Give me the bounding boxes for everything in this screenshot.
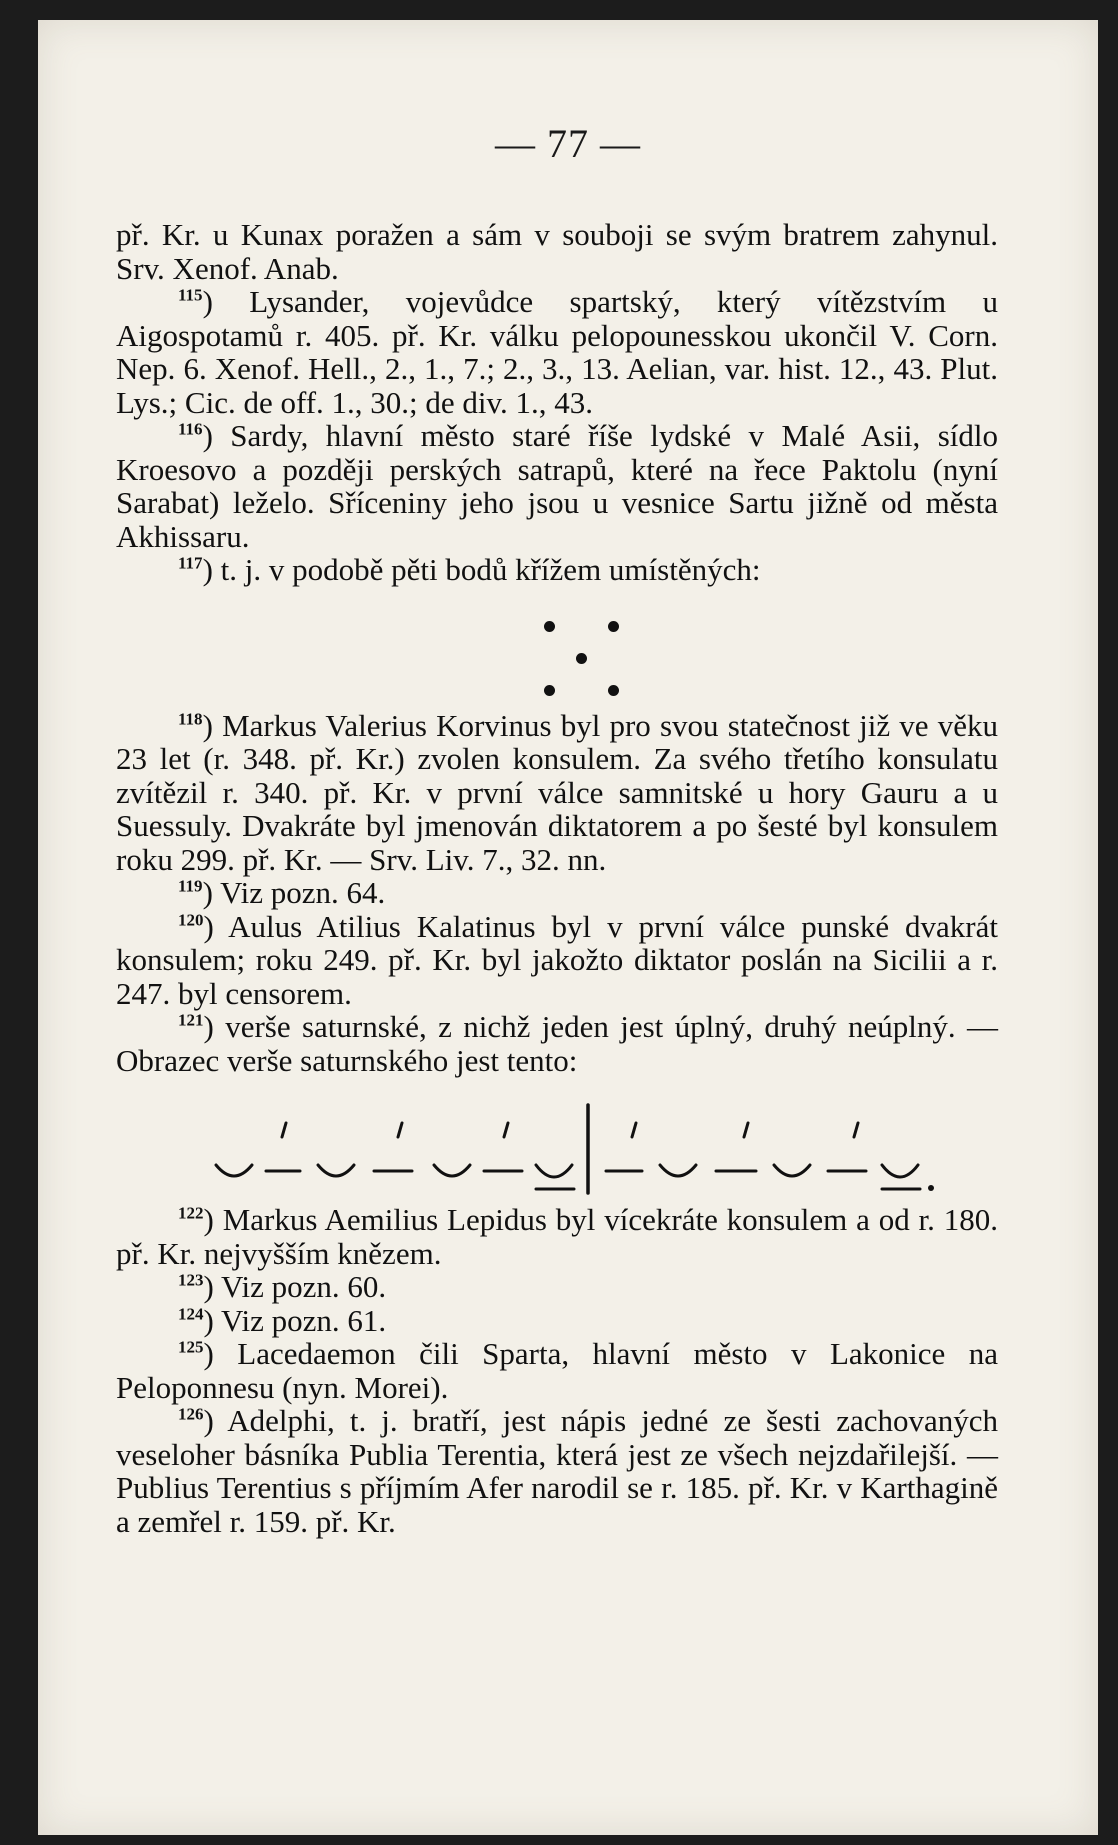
meter-scheme: [116, 1085, 998, 1203]
footnote-text: Markus Aemilius Lepidus byl vícekráte konsulem a od r. 180. př. Kr. nejvyšším knězem.: [116, 1202, 999, 1271]
footnote-marker: 124: [178, 1304, 204, 1324]
quincunx-dot: [608, 621, 619, 632]
footnote-text: Markus Valerius Korvinus byl pro svou statečnost již ve věku 23 let (r. 348. př. Kr.) zvolen konsulem. Za svého třetího konsulatu zvítězil r. 340. př. Kr. v první válce samnitské u hory Gauru a u Suessuly. Dvakráte byl jmenován diktatorem a po šesté byl konsulem roku 299. př. Kr. — Srv. Liv. 7., 32. nn.: [116, 707, 998, 877]
footnote-marker: 119: [178, 876, 203, 896]
footnote-text: Lacedaemon čili Sparta, hlavní město v Lakonice na Peloponnesu (nyn. Morei).: [116, 1336, 998, 1405]
quincunx-dot: [544, 621, 555, 632]
breve-mark: [434, 1165, 470, 1176]
page-number: — 77 —: [495, 121, 641, 166]
footnote-119: $^{119}$) Viz pozn. 64.: [178, 875, 386, 910]
saturnian-meter-figure: [116, 1085, 998, 1203]
footnote-121: $^{121}$) verše saturnské, z nichž jeden jest úplný, druhý neúplný. — Obrazec verše saturnského jest tento:: [116, 1009, 998, 1078]
footnote-text: Sardy, hlavní město staré říše lydské v Malé Asii, sídlo Kroesovo a později perských satrapů, které na řece Paktolu (nyní Sarabat) leželo. Sříceniny jeho jsou u vesnice Sartu jižně od města Akhissaru.: [116, 418, 998, 554]
footnote-text: t. j. v podobě pěti bodů křížem umístěných:: [220, 552, 761, 587]
footnote-122: $^{122}$) Markus Aemilius Lepidus byl vícekráte konsulem a od r. 180. př. Kr. nejvyšším knězem.: [116, 1202, 999, 1271]
footnote-125: $^{125}$) Lacedaemon čili Sparta, hlavní město v Lakonice na Peloponnesu (nyn. Morei).: [116, 1336, 998, 1405]
footnote-marker: 122: [178, 1203, 204, 1223]
breve-mark: [216, 1165, 252, 1176]
footnote-123: $^{123}$) Viz pozn. 60.: [178, 1269, 387, 1304]
footnote-text: Lysander, vojevůdce spartský, který vítězstvím u Aigospotamů r. 405. př. Kr. válku pelopounesskou ukončil V. Corn. Nep. 6. Xenof. Hell., 2., 1., 7.; 2., 3., 13. Aelian, var. hist. 12., 43. Plut. Lys.; Cic. de off. 1., 30.; de div. 1., 43.: [116, 284, 998, 420]
accent-mark: [504, 1123, 508, 1137]
footnote-text: Viz pozn. 64.: [220, 875, 386, 910]
footnote-marker: 120: [178, 910, 204, 930]
breve-mark: [318, 1165, 354, 1176]
footnote-marker: 115: [178, 285, 203, 305]
footnote-text: př. Kr. u Kunax poražen a sám v souboji se svým bratrem zahynul. Srv. Xenof. Anab.: [116, 217, 998, 286]
footnote-marker: 126: [178, 1404, 204, 1424]
footnote-116: $^{116}$) Sardy, hlavní město staré říše lydské v Malé Asii, sídlo Kroesovo a později perských satrapů, které na řece Paktolu (nyní Sarabat) leželo. Sříceniny jeho jsou u vesnice Sartu jižně od města Akhissaru.: [116, 418, 998, 554]
book-page: [38, 20, 1098, 1835]
footnote-text: Aulus Atilius Kalatinus byl v první válce punské dvakrát konsulem; roku 249. př. Kr. byl jakožto diktator poslán na Sicilii a r. 247. byl censorem.: [116, 908, 998, 1011]
footnote-marker: 121: [178, 1010, 204, 1030]
anceps-mark: [882, 1165, 918, 1177]
quincunx-figure: [116, 591, 998, 699]
footnotes-block: [116, 218, 998, 1538]
quincunx-dot: [544, 685, 555, 696]
footnote-117: $^{117}$) t. j. v podobě pěti bodů křížem umístěných:: [178, 552, 761, 587]
accent-mark: [854, 1123, 858, 1137]
accent-mark: [282, 1123, 286, 1137]
quincunx-dot: [608, 685, 619, 696]
footnote-marker: 117: [178, 553, 203, 573]
quincunx-dot: [576, 653, 587, 664]
footnote-continuation: [116, 218, 998, 285]
footnote-marker: 116: [178, 419, 203, 439]
accent-mark: [744, 1123, 748, 1137]
footnote-115: $^{115}$) Lysander, vojevůdce spartský, který vítězstvím u Aigospotamů r. 405. př. Kr. válku pelopounesskou ukončil V. Corn. Nep. 6. Xenof. Hell., 2., 1., 7.; 2., 3., 13. Aelian, var. hist. 12., 43. Plut. Lys.; Cic. de off. 1., 30.; de div. 1., 43.: [116, 284, 998, 420]
footnote-text: verše saturnské, z nichž jeden jest úplný, druhý neúplný. — Obrazec verše saturnského jest tento:: [116, 1009, 998, 1078]
footnote-marker: 123: [178, 1270, 204, 1290]
footnote-124: $^{124}$) Viz pozn. 61.: [178, 1302, 387, 1338]
footnote-marker: 125: [178, 1337, 204, 1357]
footnote-text: Adelphi, t. j. bratří, jest nápis jedné ze šesti zachovaných veseloher básníka Publia Terentia, která jest ze všech nejzdařilejší. — Publius Terentius s příjmím Afer narodil se r. 185. př. Kr. v Karthagině a zemřel r. 159. př. Kr.: [116, 1403, 998, 1539]
accent-mark: [632, 1123, 636, 1137]
breve-mark: [660, 1165, 696, 1176]
accent-mark: [398, 1123, 402, 1137]
period-mark: [928, 1185, 934, 1191]
breve-mark: [774, 1165, 810, 1176]
footnote-marker: 118: [178, 709, 203, 729]
anceps-mark: [536, 1165, 572, 1177]
footnote-126: $^{126}$) Adelphi, t. j. bratří, jest nápis jedné ze šesti zachovaných veseloher básníka Publia Terentia, která jest ze všech nejzdařilejší. — Publius Terentius s příjmím Afer narodil se r. 185. př. Kr. v Karthagině a zemřel r. 159. př. Kr.: [116, 1403, 998, 1539]
footnote-text: Viz pozn. 61.: [221, 1302, 387, 1338]
footnote-118: $^{118}$) Markus Valerius Korvinus byl pro svou statečnost již ve věku 23 let (r. 348. př. Kr.) zvolen konsulem. Za svého třetího konsulatu zvítězil r. 340. př. Kr. v první válce samnitské u hory Gauru a u Suessuly. Dvakráte byl jmenován diktatorem a po šesté byl konsulem roku 299. př. Kr. — Srv. Liv. 7., 32. nn.: [116, 707, 998, 877]
footnote-120: $^{120}$) Aulus Atilius Kalatinus byl v první válce punské dvakrát konsulem; roku 249. př. Kr. byl jakožto diktator poslán na Sicilii a r. 247. byl censorem.: [116, 908, 998, 1011]
footnote-text: Viz pozn. 60.: [221, 1269, 387, 1304]
